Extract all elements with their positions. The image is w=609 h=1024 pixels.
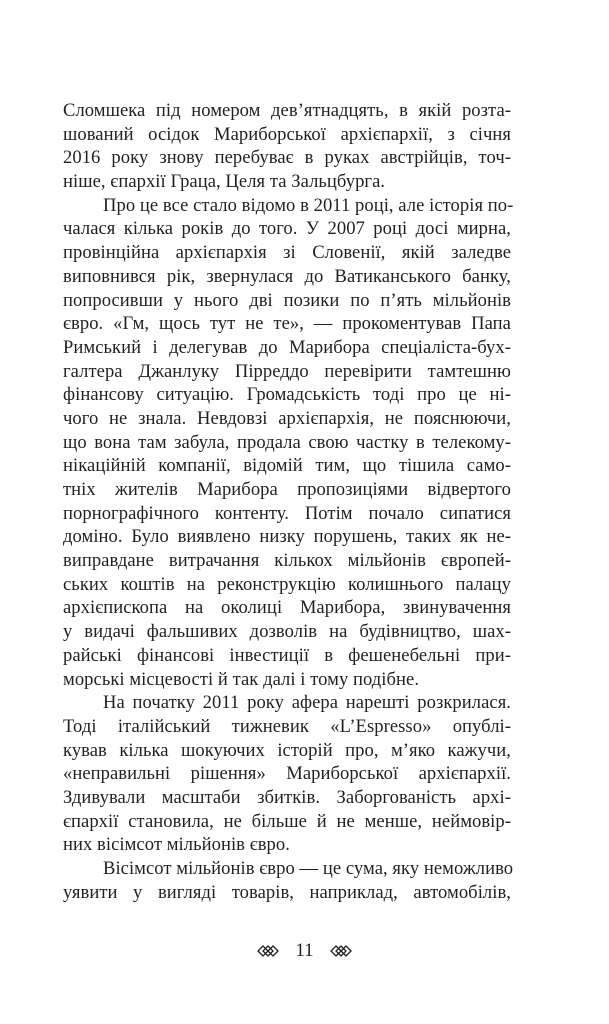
- page-footer: [0, 938, 609, 963]
- text-line: На початку 2011 року афера нарешті розкрилася.: [103, 692, 511, 714]
- text-line: Сломшека під номером дев’ятнадцять, в якій розта-: [63, 100, 511, 121]
- text-line: шований осідок Мариборської архієпархії, з січня: [63, 123, 511, 145]
- text-line: доміно. Було виявлено низку порушень, таких як не-: [63, 526, 511, 548]
- text-line: порнографічного контенту. Потім почало сипатися: [63, 502, 511, 524]
- text-line: єпархії становила, не більше й не менше, неймовір-: [63, 810, 511, 832]
- interlocking-diamonds-icon: [330, 945, 352, 957]
- text-line: провінційна архієпархія зі Словенії, якій заледве: [63, 242, 511, 264]
- text-line: що вона там забула, продала свою частку в телекому-: [63, 431, 511, 453]
- text-line: Римський і делегував до Марибора спеціаліста-бух-: [63, 336, 511, 358]
- text-line: у видачі фальшивих дозволів на будівництво, шах-: [63, 621, 511, 643]
- text-line: попросивши у нього дві позики по п’ять мільйонів: [63, 289, 511, 311]
- text-line: галтера Джанлуку Пірреддо перевірити тамтешню: [63, 360, 511, 382]
- text-line: кував кілька шокуючих історій про, м’яко кажучи,: [63, 739, 511, 761]
- paragraph-4: [63, 857, 514, 904]
- text-line: Тоді італійський тижневик «L’Espresso» опублі-: [63, 715, 511, 737]
- page-body-text: [63, 99, 514, 904]
- text-line: ських коштів на реконструкцію колишнього палацу: [63, 573, 511, 595]
- text-line: виправдане витрачання кількох мільйонів європей-: [63, 550, 511, 572]
- text-line: тніх жителів Марибора пропозиціями відвертого: [63, 479, 511, 500]
- text-line: Вісімсот мільйонів євро — це сума, яку неможливо: [103, 858, 514, 879]
- paragraph-1: [63, 99, 511, 194]
- text-line: нікаційній компанії, відомій тим, що тішила само-: [63, 455, 511, 477]
- text-line: уявити у вигляді товарів, наприклад, автомобілів,: [63, 881, 511, 903]
- text-line: морські місцевості й так далі і тому подібне.: [63, 668, 420, 690]
- text-line: Здивували масштаби збитків. Заборгованість архі-: [63, 786, 511, 808]
- page-number: 11: [295, 939, 314, 961]
- text-line: фінансову ситуацію. Громадськість тоді про це ні-: [63, 384, 511, 406]
- paragraph-3: [63, 691, 511, 857]
- text-line: ніше, єпархії Граца, Целя та Зальцбурга.: [63, 171, 386, 193]
- text-line: 2016 року знову перебуває в руках австрійців, точ-: [63, 147, 511, 169]
- text-line: Про це все стало відомо в 2011 році, але історія по-: [103, 194, 514, 216]
- interlocking-diamonds-icon: [257, 945, 279, 957]
- text-line: райські фінансові інвестиції в фешенебельні при-: [63, 644, 511, 666]
- paragraph-2: [63, 194, 514, 691]
- text-line: євро. «Гм, щось тут не те», — прокоментував Папа: [63, 313, 511, 335]
- text-line: чалася кілька років до того. У 2007 році досі мирна,: [63, 218, 511, 240]
- text-line: виповнився рік, звернулася до Ватиканського банку,: [63, 265, 511, 287]
- text-line: чого не знала. Невдовзі архієпархія, не пояснюючи,: [63, 407, 511, 429]
- text-line: «неправильні рішення» Мариборської архієпархії.: [63, 763, 511, 785]
- text-line: архієпископа на околиці Марибора, звинувачення: [63, 597, 511, 619]
- text-line: них вісімсот мільйонів євро.: [63, 834, 290, 856]
